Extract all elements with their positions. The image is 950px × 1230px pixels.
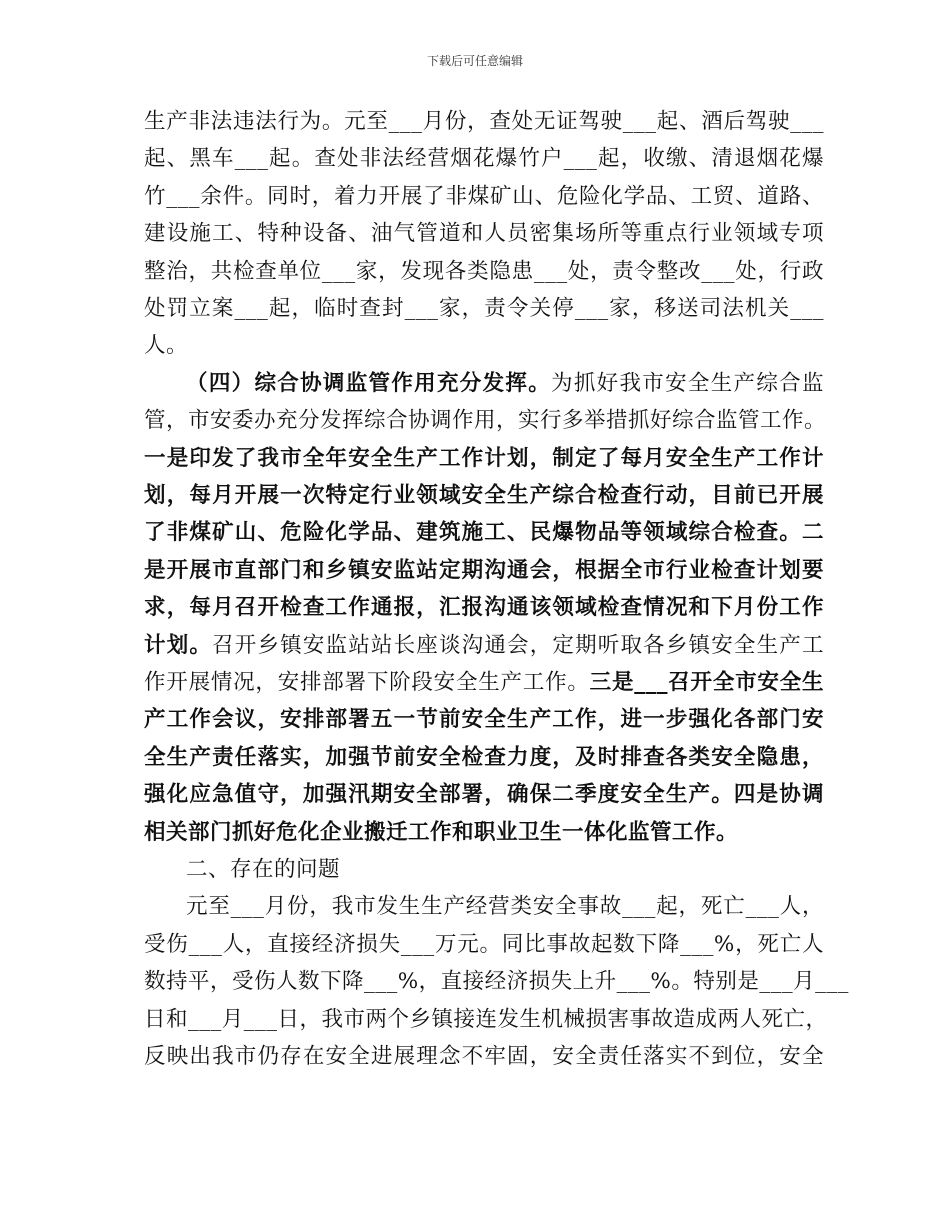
text-line: 反映出我市仍存在安全进展理念不牢固，安全责任落实不到位，安全 <box>144 1044 824 1069</box>
text-line: 起、黑车___起。查处非法经营烟花爆竹户___起，收缴、清退烟花爆 <box>144 146 824 172</box>
text-line: 元至___月份，我市发生生产经营类安全事故___起，死亡___人， <box>186 894 824 920</box>
text-span: （四）综合协调监管作用充分发挥。 <box>186 370 552 396</box>
text-line: 了非煤矿山、危险化学品、建筑施工、民爆物品等领域综合检查。二 <box>144 520 824 546</box>
text-line <box>144 627 824 665</box>
text-line: 求，每月召开检查工作通报，汇报沟通该领域检查情况和下月份工作 <box>144 595 824 621</box>
text-line: 受伤___人，直接经济损失___万元。同比事故起数下降___%，死亡人 <box>144 931 824 957</box>
text-line <box>144 664 824 702</box>
page-header-note: 下载后可任意编辑 <box>426 54 523 68</box>
text-line: 二、存在的问题 <box>186 857 341 882</box>
text-line: 管，市安委办充分发挥综合协调作用，实行多举措抓好综合监管工作。 <box>144 408 827 434</box>
text-line: 划，每月开展一次特定行业领域安全生产综合检查行动，目前已开展 <box>144 483 824 508</box>
text-line: 日和___月___日，我市两个乡镇接连发生机械损害事故造成两人死亡， <box>144 1006 828 1032</box>
text-line: 全生产责任落实，加强节前安全检查力度，及时排查各类安全隐患， <box>144 744 824 770</box>
text-span: 为抓好我市安全生产综合监 <box>551 370 824 396</box>
text-line: 强化应急值守，加强汛期安全部署，确保二季度安全生产。四是协调 <box>144 782 824 808</box>
text-line: 整治，共检查单位___家，发现各类隐患___处，责令整改___处，行政 <box>144 258 824 284</box>
text-line: 生产非法违法行为。元至___月份，查处无证驾驶___起、酒后驾驶___ <box>144 109 824 134</box>
text-span: 三是___召开全市安全生 <box>589 670 824 695</box>
text-line: 一是印发了我市全年安全生产工作计划，制定了每月安全生产工作计 <box>144 445 824 471</box>
text-line: 相关部门抓好危化企业搬迁工作和职业卫生一体化监管工作。 <box>144 819 739 845</box>
text-line: 处罚立案___起，临时查封___家，责令关停___家，移送司法机关___ <box>144 296 824 321</box>
text-span: 召开乡镇安监站站长座谈沟通会，定期听取各乡镇安全生产工 <box>212 632 824 658</box>
text-line: 竹___余件。同时，着力开展了非煤矿山、危险化学品、工贸、道路、 <box>144 183 824 209</box>
text-span: 计划。 <box>144 632 213 658</box>
text-line: 是开展市直部门和乡镇安监站定期沟通会，根据全市行业检查计划要 <box>144 557 824 583</box>
text-line: 人。 <box>144 333 189 359</box>
text-line: 产工作会议，安排部署五一节前安全生产工作，进一步强化各部门安 <box>144 707 824 733</box>
text-span: 作开展情况，安排部署下阶段安全生产工作。 <box>144 670 590 695</box>
text-line: 建设施工、特种设备、油气管道和人员密集场所等重点行业领域专项 <box>144 221 824 247</box>
text-line <box>186 365 824 403</box>
text-line: 数持平，受伤人数下降___%，直接经济损失上升___%。特别是___月___ <box>144 969 849 995</box>
